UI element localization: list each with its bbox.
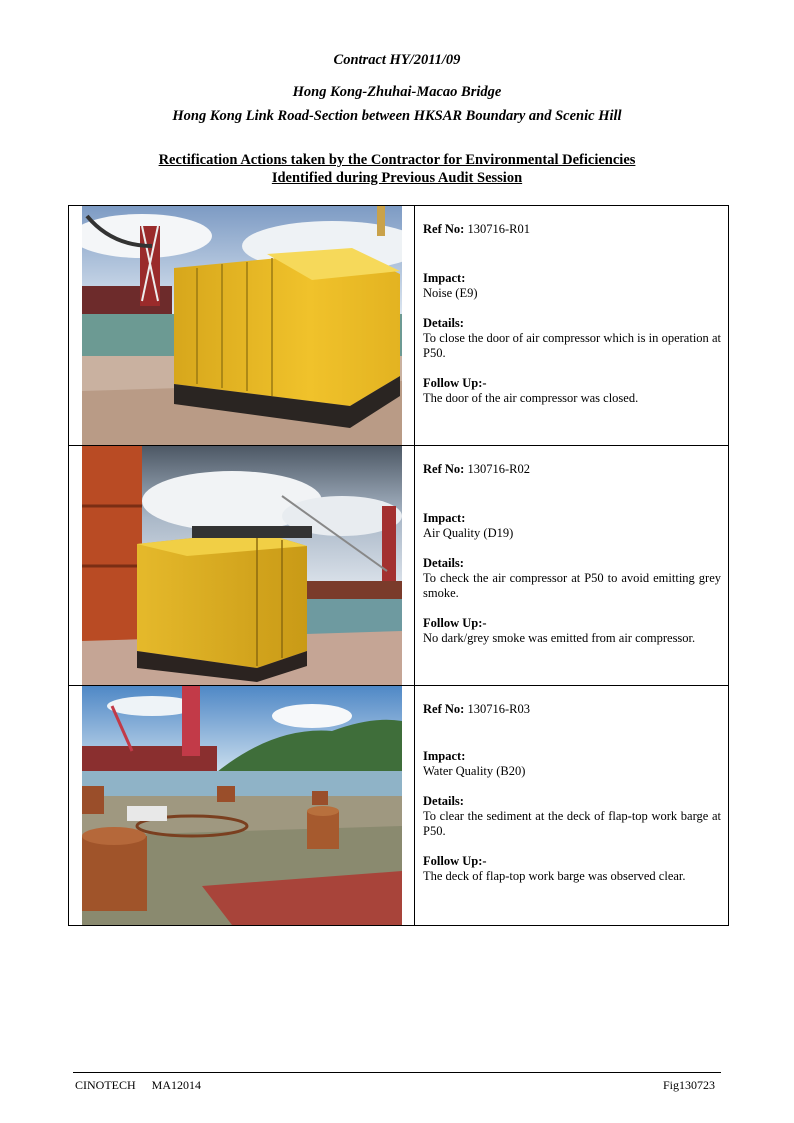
photo-cell: [69, 686, 415, 926]
impact-label: Impact:: [423, 511, 466, 525]
follow-up-value: The deck of flap-top work barge was observed clear.: [423, 869, 686, 883]
photo-cell: [69, 446, 415, 686]
work-barge-deck-photo: [82, 686, 402, 925]
ref-label: Ref No:: [423, 222, 465, 236]
impact-value: Noise (E9): [423, 286, 478, 300]
air-compressor-closed-photo: [82, 206, 402, 445]
impact-value: Water Quality (B20): [423, 764, 526, 778]
document-title-line1: Rectification Actions taken by the Contractor for Environmental Deficiencies: [158, 152, 636, 168]
footer-company: CINOTECH: [75, 1078, 136, 1092]
footer-report-number: MA12014: [151, 1078, 202, 1092]
details-label: Details:: [423, 556, 464, 570]
air-compressor-smoke-photo: [82, 446, 402, 685]
table-row: [69, 206, 729, 446]
details-cell: [415, 446, 729, 686]
rectification-table: [68, 205, 729, 926]
follow-up-value: The door of the air compressor was closed.: [423, 391, 639, 405]
follow-up-value: No dark/grey smoke was emitted from air compressor.: [423, 631, 696, 645]
follow-up-label: Follow Up:-: [423, 854, 487, 868]
follow-up-label: Follow Up:-: [423, 616, 487, 630]
table-row: [69, 446, 729, 686]
document-title-line2: Identified during Previous Audit Session: [271, 170, 523, 186]
details-value: To close the door of air compressor which is in operation at P50.: [423, 331, 721, 360]
ref-label: Ref No:: [423, 702, 465, 716]
follow-up-label: Follow Up:-: [423, 376, 487, 390]
footer-figure-number: Fig130723: [662, 1078, 715, 1092]
details-label: Details:: [423, 316, 464, 330]
impact-value: Air Quality (D19): [423, 526, 514, 540]
contract-number: Contract HY/2011/09: [333, 52, 461, 68]
footer-left: [75, 1078, 217, 1093]
project-name: Hong Kong-Zhuhai-Macao Bridge: [292, 84, 502, 100]
details-value: To clear the sediment at the deck of flap-top work barge at P50.: [423, 809, 721, 838]
impact-label: Impact:: [423, 271, 466, 285]
photo-cell: [69, 206, 415, 446]
details-label: Details:: [423, 794, 464, 808]
table-row: [69, 686, 729, 926]
details-cell: [415, 206, 729, 446]
footer-divider: [73, 1072, 721, 1073]
ref-number: 130716-R02: [467, 462, 530, 476]
details-value: To check the air compressor at P50 to avoid emitting grey smoke.: [423, 571, 721, 600]
section-name: Hong Kong Link Road-Section between HKSAR Boundary and Scenic Hill: [172, 108, 622, 124]
ref-label: Ref No:: [423, 462, 465, 476]
impact-label: Impact:: [423, 749, 466, 763]
ref-number: 130716-R03: [467, 702, 530, 716]
ref-number: 130716-R01: [467, 222, 530, 236]
details-cell: [415, 686, 729, 926]
